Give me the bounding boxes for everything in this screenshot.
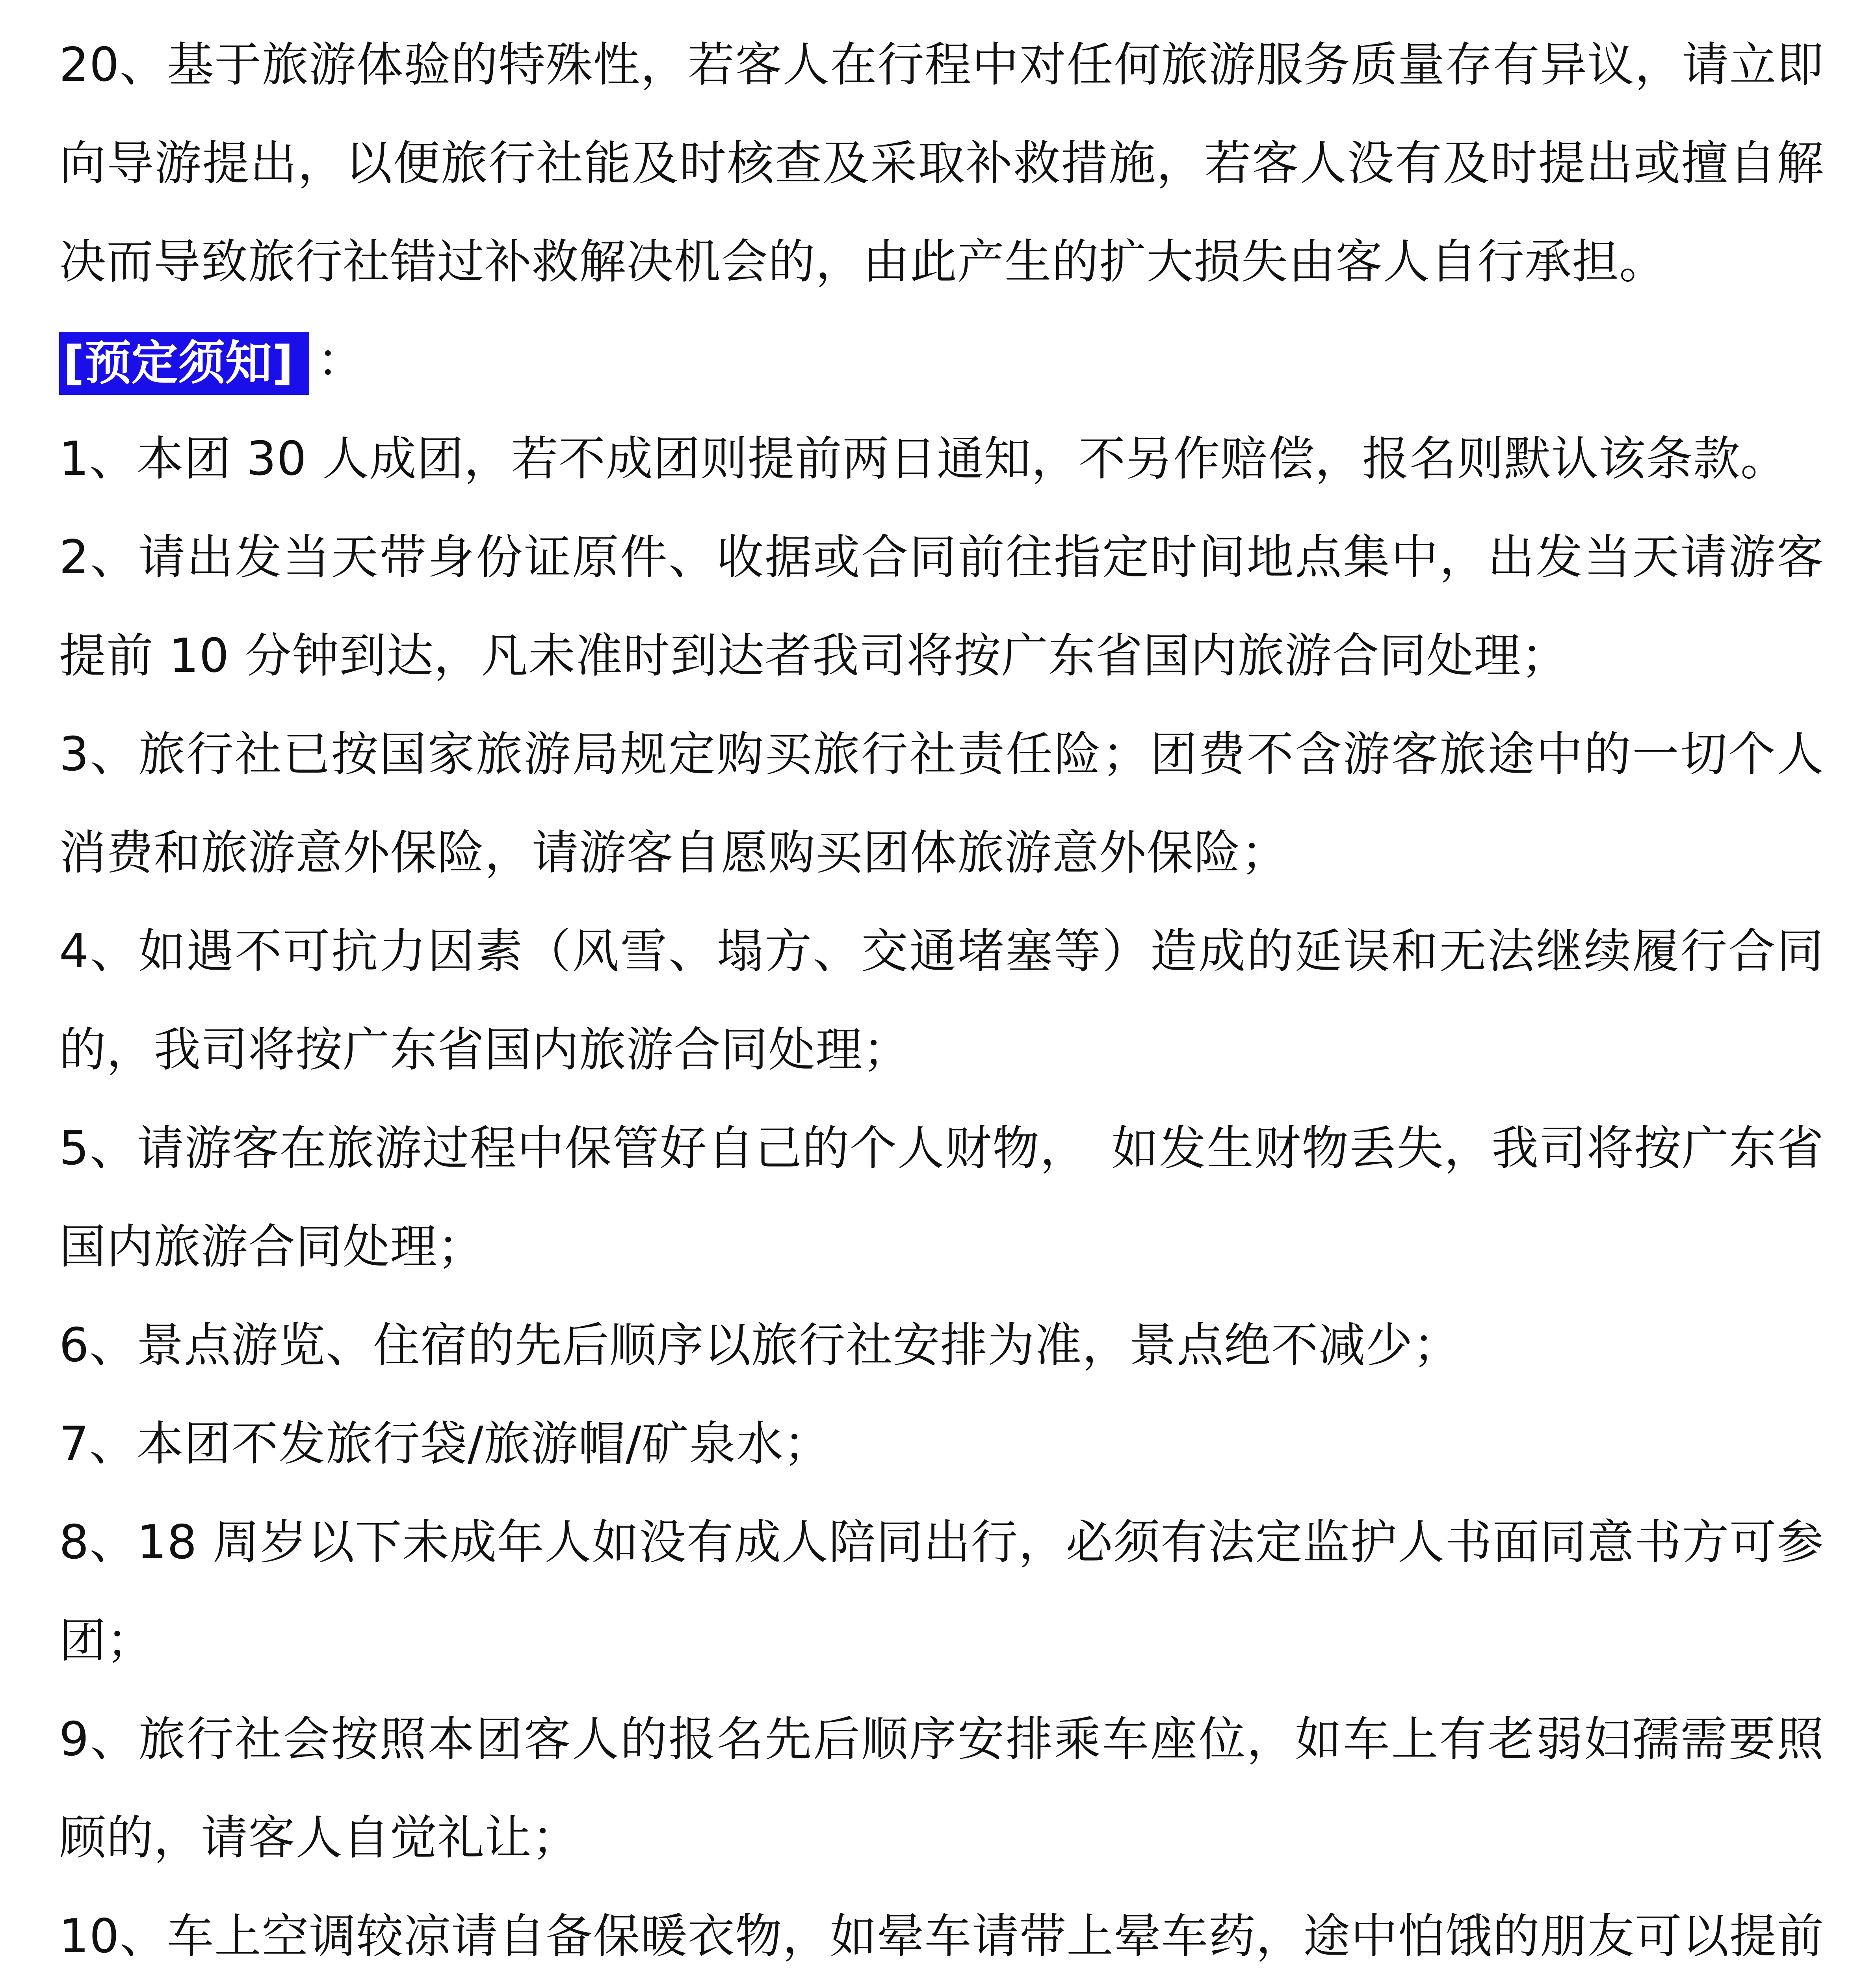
list-item-10: 10、车上空调较凉请自备保暖衣物，如晕车请带上晕车药，途中怕饿的朋友可以提前 (59, 1909, 1824, 1964)
list-item-9: 9、旅行社会按照本团客人的报名先后顺序安排乘车座位，如车上有老弱妇孺需要照顾的，请客人自觉礼让； (59, 1712, 1824, 1865)
section-colon: ： (317, 333, 364, 388)
list-item-8: 8、18 周岁以下未成年人如没有成人陪同出行，必须有法定监护人书面同意书方可参团； (59, 1515, 1824, 1668)
list-item-5: 5、请游客在旅游过程中保管好自己的个人财物， 如发生财物丢失，我司将按广东省国内旅游合同处理； (59, 1121, 1824, 1274)
intro-item-20: 20、基于旅游体验的特殊性，若客人在行程中对任何旅游服务质量存有异议，请立即向导游提出，以便旅行社能及时核查及采取补救措施，若客人没有及时提出或擅自解决而导致旅行社错过补救解决机会的，由此产生的扩大损失由客人自行承担。 (59, 38, 1824, 289)
list-item-6: 6、景点游览、住宿的先后顺序以旅行社安排为准，景点绝不减少； (59, 1318, 1460, 1373)
section-title-highlight: [预定须知] (59, 332, 309, 395)
section-heading (59, 311, 1824, 410)
list-item-3: 3、旅行社已按国家旅游局规定购买旅行社责任险；团费不含游客旅途中的一切个人消费和旅游意外保险，请游客自愿购买团体旅游意外保险； (59, 727, 1824, 880)
list-item-7: 7、本团不发旅行袋/旅游帽/矿泉水； (59, 1417, 831, 1471)
list-item-1: 1、本团 30 人成团，若不成团则提前两日通知，不另作赔偿，报名则默认该条款。 (59, 432, 1788, 486)
list-item-4: 4、如遇不可抗力因素（风雪、塌方、交通堵塞等）造成的延误和无法继续履行合同的，我司将按广东省国内旅游合同处理； (59, 924, 1824, 1077)
list-item-2: 2、请出发当天带身份证原件、收据或合同前往指定时间地点集中，出发当天请游客提前 10 分钟到达，凡未准时到达者我司将按广东省国内旅游合同处理； (59, 530, 1824, 683)
document-page (59, 16, 1824, 1970)
